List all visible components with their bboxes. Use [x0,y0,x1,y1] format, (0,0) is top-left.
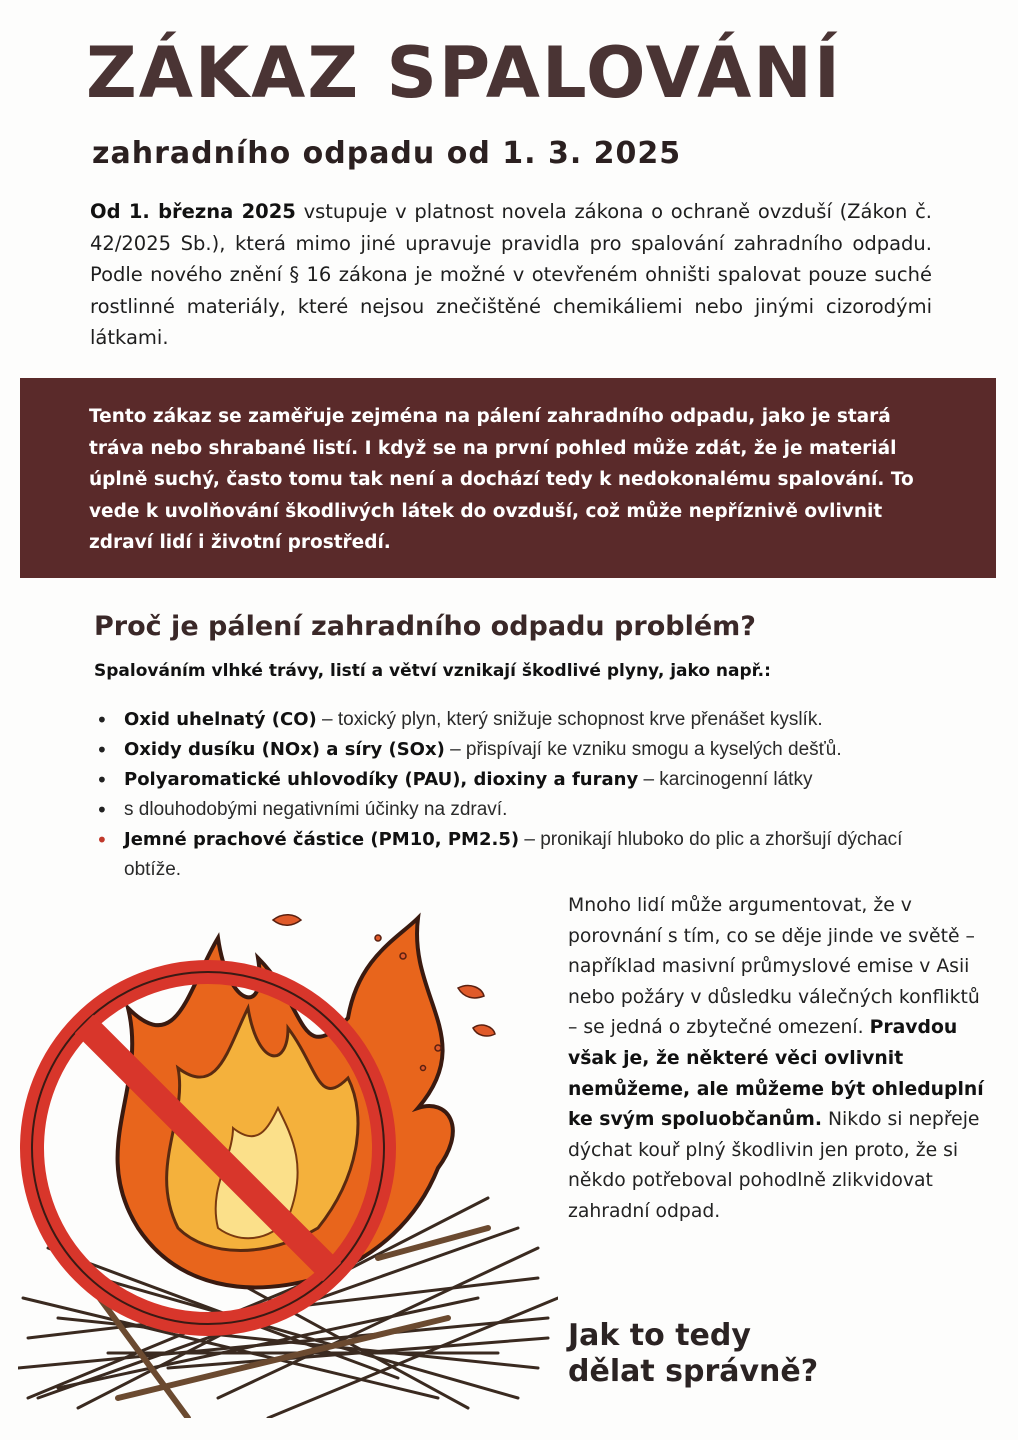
closing-heading-line-1: Jak to tedy [568,1318,751,1353]
bullet-icon: • [96,828,108,852]
bullet-icon: • [96,738,108,762]
list-item-text: s dlouhodobými negativními účinky na zdraví. [124,799,508,820]
list-item-text: – pronikají hluboko do plic a zhoršují dýchací obtíže. [124,829,903,880]
problem-lead: Spalováním vlhké trávy, listí a větví vznikají škodlivé plyny, jako např.: [94,661,771,681]
closing-heading-line-2: dělat správně? [568,1354,819,1389]
list-item-text: – toxický plyn, který snižuje schopnost krve přenášet kyslík. [316,709,823,730]
pollutant-list [96,705,936,885]
intro-paragraph [90,196,932,354]
closing-heading [568,1318,818,1390]
list-item [96,825,936,885]
list-item-bold: Oxid uhelnatý (CO) [124,709,317,730]
banner-text: Tento zákaz se zaměřuje zejména na pálení zahradního odpadu, jako je stará tráva nebo shrabané listí. I když se na první pohled může zdát, že je materiál úplně suchý, často tomu tak není a dochází tedy k nedokonalému spalování. To vede k uvolňování škodlivých látek do ovzduší, což může nepříznivě ovlivnit zdraví lidí i životní prostředí. [89,406,914,553]
list-item-text: – přispívají ke vzniku smogu a kyselých dešťů. [444,739,842,760]
argument-paragraph [568,891,988,1228]
argument-text-2: Nikdo si nepřeje dýchat kouř plný škodlivin jen proto, že si někdo potřeboval pohodlně zlikvidovat zahradní odpad. [568,1109,980,1222]
intro-text: vstupuje v platnost novela zákona o ochraně ovzduší (Zákon č. 42/2025 Sb.), která mimo jiné upravuje pravidla pro spalování zahradního odpadu. Podle nového znění § 16 zákona je možné v otevřeném ohništi spalovat pouze suché rostlinné materiály, které nejsou znečištěné chemikáliemi nebo jinými cizorodými látkami. [90,200,932,349]
page-title: ZÁKAZ SPALOVÁNÍ [86,32,842,114]
list-item [96,765,936,795]
list-item [96,735,936,765]
argument-text-1: Mnoho lidí může argumentovat, že v porovnání s tím, co se děje jinde ve světě – například masivní průmyslové emise v Asii nebo požáry v důsledku válečných konfliktů – se jedná o zbytečné omezení. [568,895,980,1039]
list-item [96,795,936,825]
list-item-bold: Jemné prachové částice (PM10, PM2.5) [124,829,520,850]
list-item-bold: Polyaromatické uhlovodíky (PAU), dioxiny a furany [124,769,639,790]
bullet-icon: • [96,768,108,792]
list-item [96,705,936,735]
list-item-bold: Oxidy dusíku (NOx) a síry (SOx) [124,739,445,760]
argument-bold: Pravdou však je, že některé věci ovlivnit nemůžeme, ale můžeme být ohleduplní ke svým spoluobčanům. [568,1017,984,1131]
list-item-text: – karcinogenní látky [638,769,813,790]
bullet-icon: • [96,798,108,822]
page-subtitle: zahradního odpadu od 1. 3. 2025 [92,136,682,171]
problem-heading: Proč je pálení zahradního odpadu problém? [94,611,756,642]
bullet-icon: • [96,708,108,732]
intro-bold-lead: Od 1. března 2025 [90,200,296,223]
no-burning-icon [18,898,558,1418]
